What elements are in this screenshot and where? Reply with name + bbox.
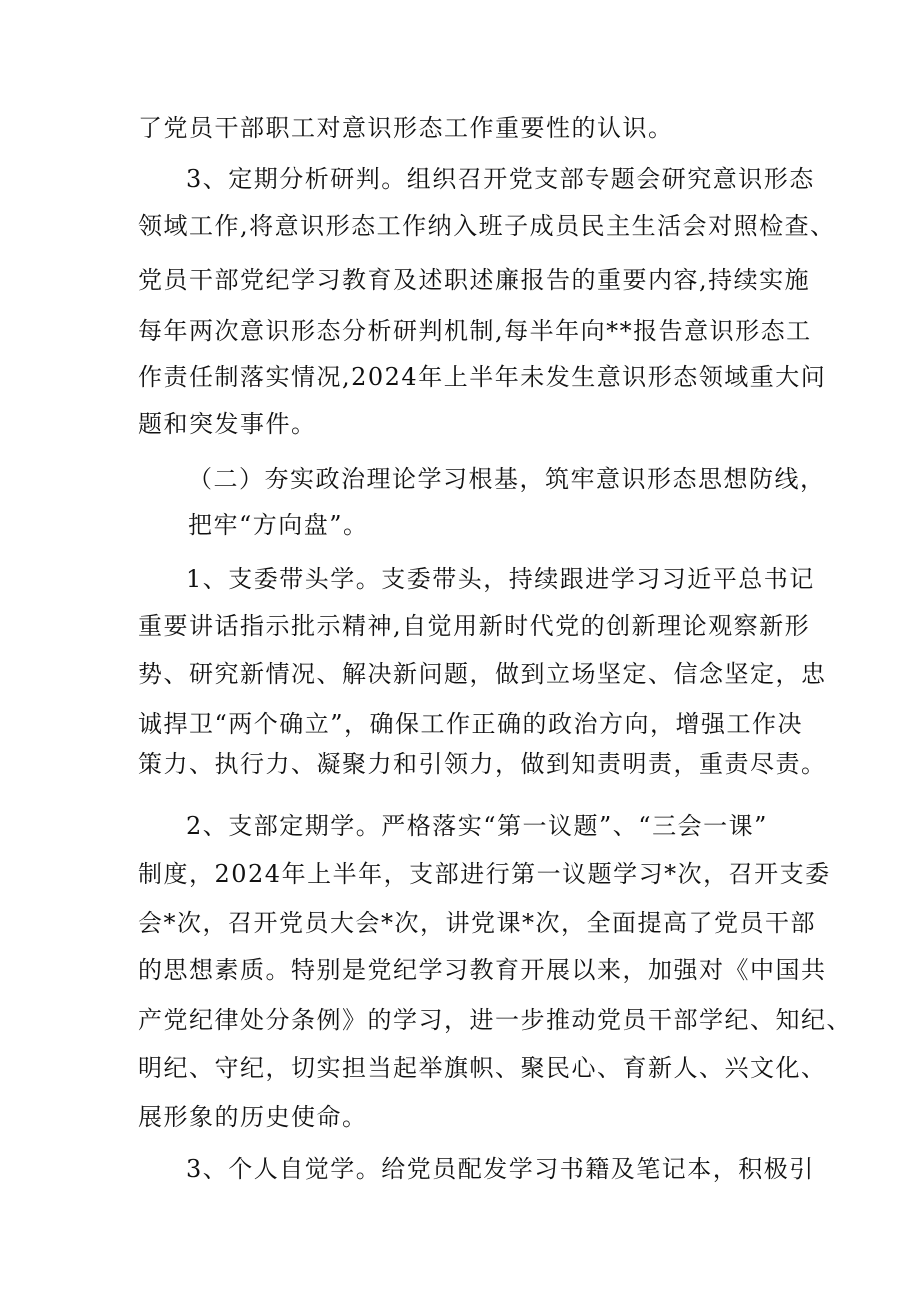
section-3-heading-line: 3、定期分析研判。组织召开党支部专题会研究意识形态 [186,165,815,193]
paragraph-line: 产党纪律处分条例》的学习，进一步推动党员干部学纪、知纪、 [138,1006,852,1034]
section-heading-line: （二）夯实政治理论学习根基，筑牢意识形态思想防线， [188,465,826,493]
item-1-heading-line: 1、支委带头学。支委带头，持续跟进学习习近平总书记 [186,565,815,593]
paragraph-line: 重要讲话指示批示精神,自觉用新时代党的创新理论观察新形 [138,612,811,640]
paragraph-line: 的思想素质。特别是党纪学习教育开展以来，加强对《中国共 [138,956,827,984]
paragraph-line: 会*次，召开党员大会*次，讲党课*次，全面提高了党员干部 [138,909,816,937]
paragraph-line: 策力、执行力、凝聚力和引领力，做到知责明责，重责尽责。 [138,750,827,778]
item-2-heading-line: 2、支部定期学。严格落实“第一议题”、“三会一课” [186,812,768,840]
section-heading-line: 把牢“方向盘”。 [188,511,369,539]
paragraph-line: 领域工作,将意识形态工作纳入班子成员民主生活会对照检查、 [138,212,836,240]
paragraph-line: 明纪、守纪，切实担当起举旗帜、聚民心、育新人、兴文化、 [138,1054,827,1082]
paragraph-line: 每年两次意识形态分析研判机制,每半年向**报告意识形态工 [138,317,812,345]
paragraph-line: 势、研究新情况、解决新问题，做到立场坚定、信念坚定，忠 [138,660,827,688]
item-3-heading-line: 3、个人自觉学。给党员配发学习书籍及笔记本，积极引 [186,1155,815,1183]
paragraph-line: 党员干部党纪学习教育及述职述廉报告的重要内容,持续实施 [138,266,811,294]
paragraph-line: 作责任制落实情况,2024年上半年未发生意识形态领域重大问 [138,363,827,391]
paragraph-line: 展形象的历史使命。 [138,1103,368,1131]
paragraph-line: 了党员干部职工对意识形态工作重要性的认识。 [138,114,674,142]
paragraph-line: 题和突发事件。 [138,410,317,438]
paragraph-line: 制度，2024年上半年，支部进行第一议题学习*次，召开支委 [138,860,831,888]
paragraph-line: 诚捍卫“两个确立”，确保工作正确的政治方向，增强工作决 [138,710,804,738]
